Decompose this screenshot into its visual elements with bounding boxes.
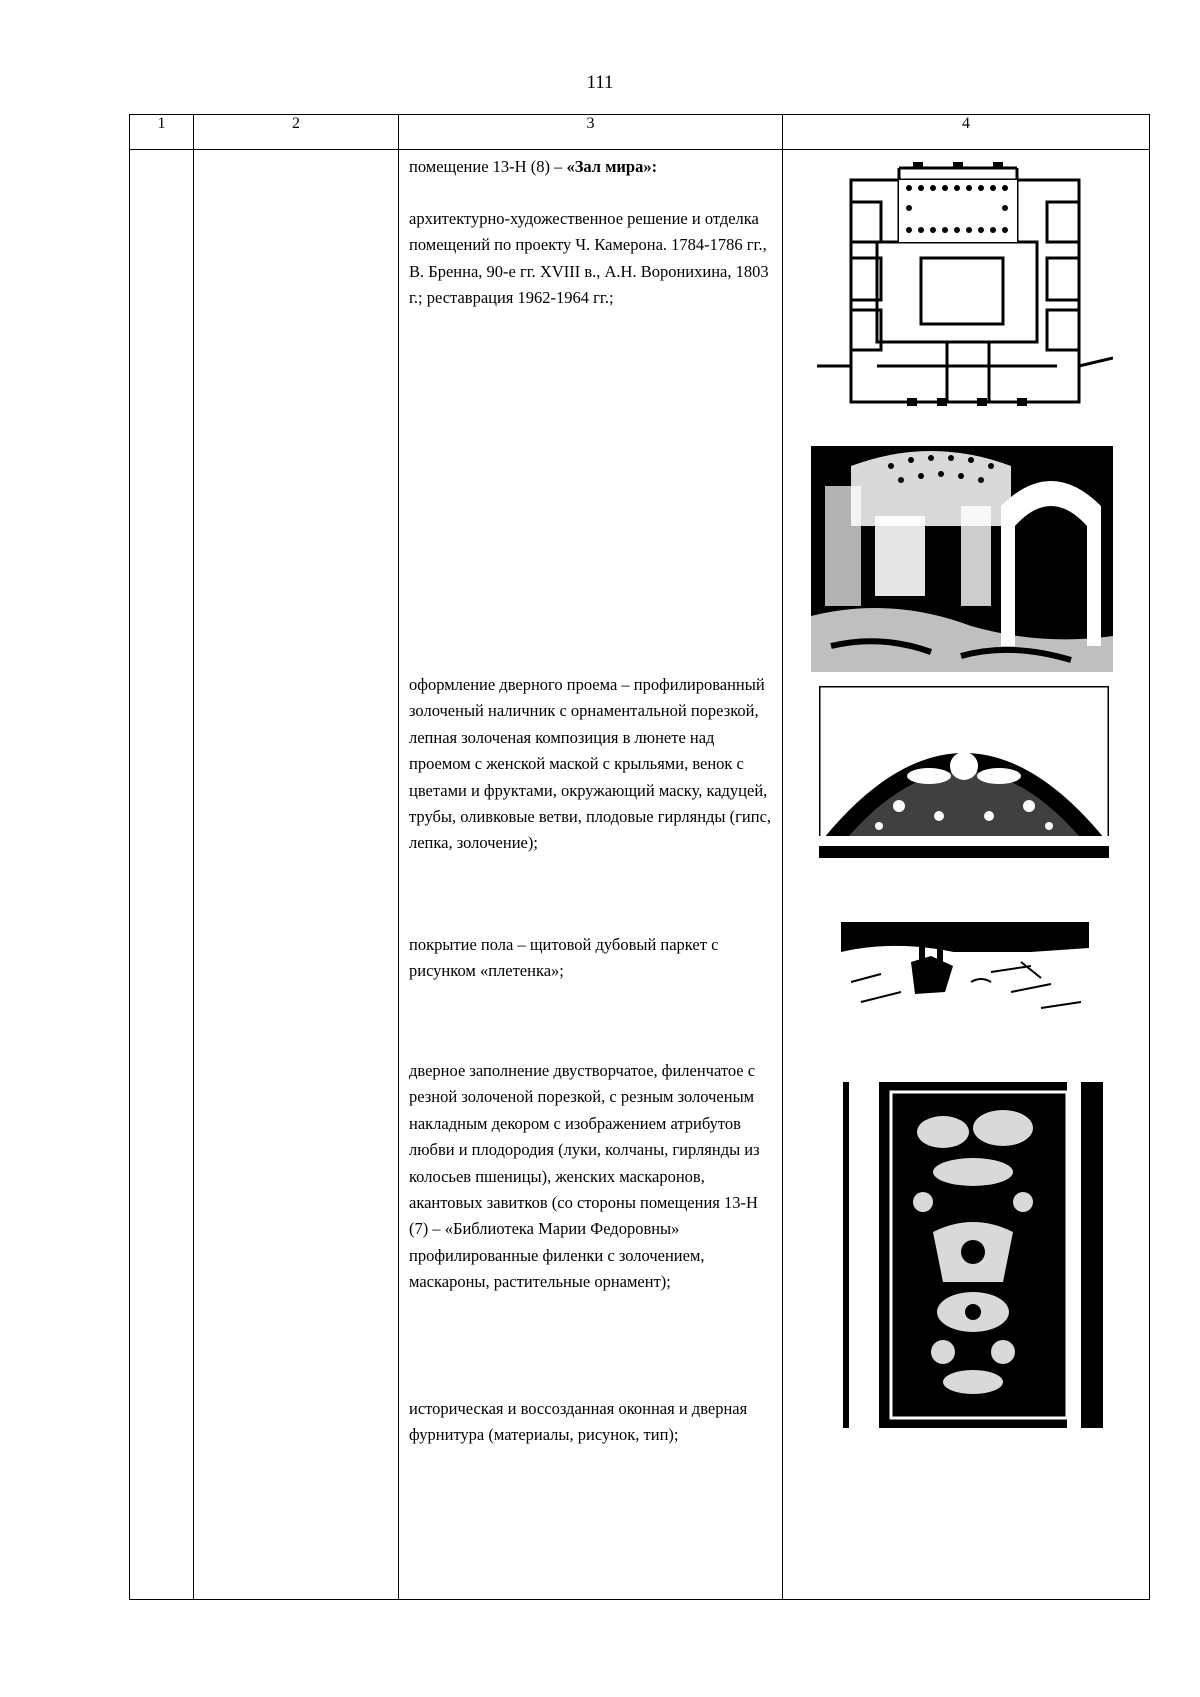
paragraph-doorway: оформление дверного проема – профилированный золоченый наличник с орнаментальной порезкой, лепная золоченая композиция в люнете над проемом с женской маской с крыльями, венок с цветами и фруктами, окружающий маску, кадуцей, трубы, оливковые ветви, плодовые гирлянды (гипс, лепка, золочение); [409,675,772,853]
cell-col-4 [783,150,1150,1600]
page-number: 111 [586,72,614,93]
room-name: «Зал мира»: [566,157,658,176]
parquet-photo [841,922,1089,1024]
paragraph-architecture: архитектурно-художественное решение и отделка помещений по проекту Ч. Камерона. 1784-1786 гг., В. Бренна, 90-е гг. XVIII в., А.Н. Воронихина, 1803 г.; реставрация 1962-1964 гг.; [409,209,769,308]
paragraph-floor: покрытие пола – щитовой дубовый паркет с рисунком «плетенка»; [409,935,719,981]
heritage-table [129,114,1150,1600]
description-text [399,150,782,1603]
lunette-photo-drawing [819,686,1109,862]
paragraph-hardware: историческая и воссозданная оконная и дверная фурнитура (материалы, рисунок, тип); [409,1399,748,1445]
interior-photo [811,446,1113,672]
cell-col-1 [130,150,194,1600]
image-column [783,150,1149,1599]
parquet-photo-drawing [841,922,1089,1024]
paragraph-door-leaf: дверное заполнение двустворчатое, филенчатое с резной золоченой порезкой, с резным золоченым накладным декором с изображением атрибутов любви и плодородия (луки, колчаны, гирлянды из колосьев пшеницы), женских маскаронов, акантовых завитков (со стороны помещения 13-Н (7) – «Библиотека Марии Федоровны» профилированные филенки с золочением, маскароны, растительные орнамент); [409,1061,760,1292]
floor-plan-image [817,158,1113,416]
room-title: помещение 13-Н (8) – «Зал мира»: [409,157,658,176]
header-col-3: 3 [399,115,783,150]
content-row [130,150,1150,1600]
floor-plan-drawing [817,158,1113,416]
door-panel-photo [843,1082,1103,1428]
door-panel-drawing [843,1082,1103,1428]
interior-photo-drawing [811,446,1113,672]
cell-col-3 [399,150,783,1600]
header-col-1: 1 [130,115,194,150]
cell-col-2 [194,150,399,1600]
header-col-4: 4 [783,115,1150,150]
header-col-2: 2 [194,115,399,150]
lunette-photo [819,686,1109,862]
header-row [130,115,1150,150]
